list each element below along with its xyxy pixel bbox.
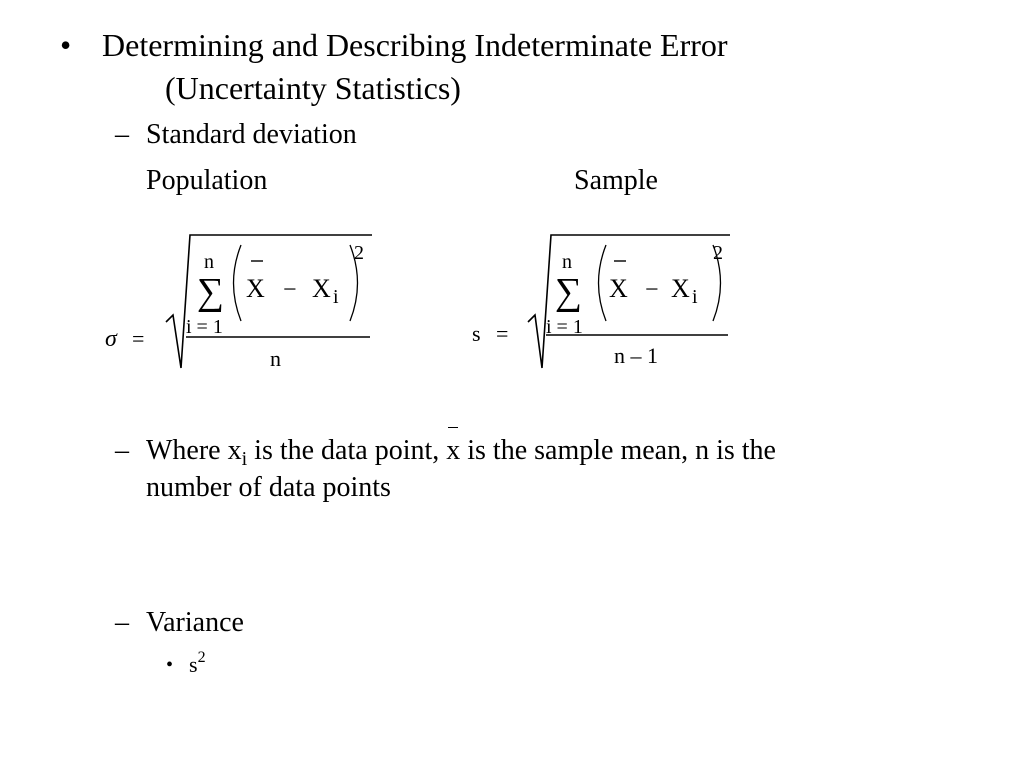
sum-upper-limit: n [562, 251, 572, 273]
left-parenthesis [599, 245, 607, 321]
denominator: n – 1 [614, 343, 658, 368]
where-text-part1: Where x [146, 435, 242, 466]
equals-sign: = [496, 321, 509, 346]
variance-bullet: • [166, 654, 174, 676]
xi-symbol: X [671, 274, 690, 303]
variance-symbol [189, 649, 206, 677]
s-symbol: s [472, 321, 481, 346]
left-parenthesis [234, 245, 242, 321]
summation-symbol: ∑ [555, 271, 583, 313]
exponent: 2 [713, 242, 723, 264]
where-text-part2: is the data point, [247, 435, 447, 466]
where-line-2: number of data points [146, 472, 391, 503]
population-formula [100, 225, 390, 385]
sum-upper-limit: n [204, 251, 214, 273]
xi-subscript: i [333, 286, 339, 308]
xbar-symbol: x [446, 433, 460, 469]
where-line-1 [146, 433, 776, 469]
title-bullet: • [60, 27, 72, 63]
denominator: n [270, 346, 281, 371]
where-subscript-i: i [241, 448, 248, 470]
variance-label: Variance [146, 607, 244, 638]
sample-label: Sample [574, 165, 658, 196]
sample-formula [468, 225, 758, 385]
title-line-2: (Uncertainty Statistics) [165, 70, 461, 106]
sum-lower-limit: i = 1 [186, 316, 223, 338]
minus-sign: − [645, 277, 659, 303]
where-dash: – [115, 435, 129, 466]
variance-dash: – [115, 607, 129, 638]
equals-sign: = [132, 326, 145, 351]
std-dev-label: Standard deviation [146, 119, 357, 150]
where-text-part3: is the sample mean, n is the [460, 435, 776, 466]
population-label: Population [146, 165, 268, 196]
std-dev-dash: – [115, 119, 129, 150]
mean-symbol: X [609, 274, 628, 303]
sigma-symbol: σ [105, 326, 117, 352]
minus-sign: − [283, 277, 297, 303]
variance-exponent: 2 [197, 649, 206, 666]
mean-symbol: X [246, 274, 265, 303]
title-line-1: Determining and Describing Indeterminate Error [102, 27, 728, 63]
variance-s: s [189, 652, 198, 677]
xi-symbol: X [312, 274, 331, 303]
summation-symbol: ∑ [197, 271, 225, 313]
exponent: 2 [354, 242, 364, 264]
xi-subscript: i [692, 286, 698, 308]
sum-lower-limit: i = 1 [546, 316, 583, 338]
